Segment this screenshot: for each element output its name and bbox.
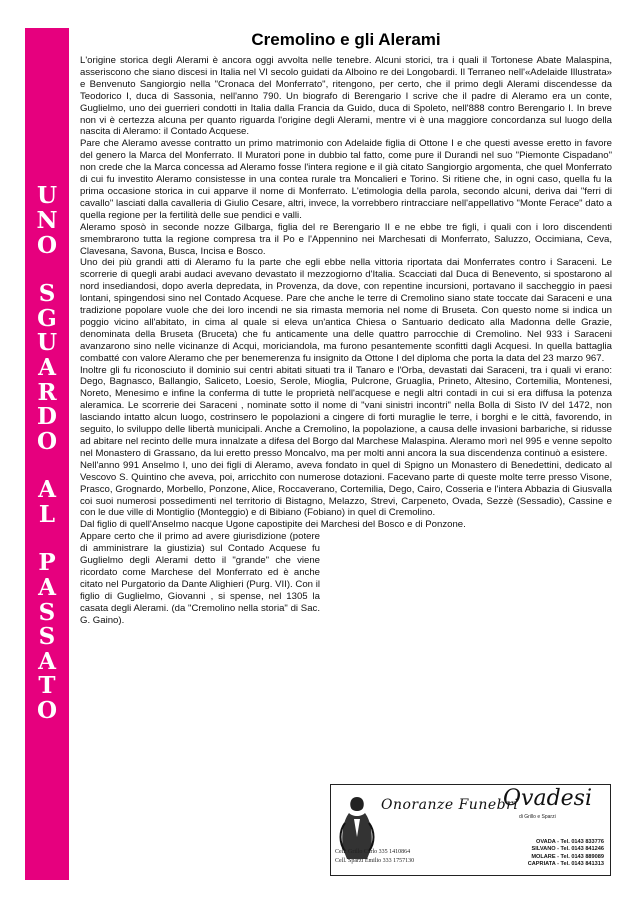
sidebar-word xyxy=(37,282,57,454)
ad-cell-numbers xyxy=(335,848,414,865)
sidebar-letter: A xyxy=(38,476,56,504)
ad-phone-line: OVADA - Tel. 0143 833776 xyxy=(536,839,604,845)
sidebar-vertical-title xyxy=(25,28,69,880)
sidebar-letter: G xyxy=(37,304,57,332)
ad-name: Onoranze Funebri xyxy=(381,797,519,813)
sidebar-word xyxy=(37,551,57,723)
paragraph: L'origine storica degli Alerami è ancora oggi avvolta nelle tenebre. Alcuni storici, tra i quali il Tortonese Abate Malaspina, asseriscono che siano discesi in Italia nel VI secolo guidati da Alboino re dei Longobardi. Il Terraneo nell'«Adelaide Illustrata» e Benvenuto Sangiorgio nella "Cronaca del Monferrato", ritengono, per certo, che il primo degli Alerami discendesse da Teodorico I, duca di Sassonia, nell'anno 790. Un biografo di Berengario I scrive che il padre di Aleramo era un conte, Guglielmo, uno dei guerrieri condotti in Italia dalla Francia da Guido, duca di Spoleto, nell'888 contro Berengario I. In breve non vi è certezza alcuna per quanto riguarda l'origine degli Alerami, mentre vi è una maggiore concordanza sul luogo della nascita di Aleramo: il Contado Acquese. xyxy=(80,55,612,138)
ad-phone-line: CAPRIATA - Tel. 0143 841313 xyxy=(527,861,604,868)
sidebar-letter: O xyxy=(36,231,58,259)
article-title: Cremolino e gli Alerami xyxy=(251,30,441,49)
paragraph: Nell'anno 991 Anselmo I, uno dei figli di Aleramo, aveva fondato in quel di Spigno un Monastero di Benedettini, dedicato al Vescovo S. Quintino che aveva, poi, arricchito con numerose dotazioni. Facevano parte di queste molte terre presso Visone, Prasco, Grognardo, Morbello, Ponzone, Alice, Roccaverano, Cortemilia, Dego, Cairo, Cosseria e l'intera Abbazia di Giusvalla coi suoi numerosi possedimenti nel territorio di Bistagno, Melazzo, Strevi, Carpeneto, Ovada, Sezzè (Sessadio), Cassine e con le due ville di Montiglio (Monteggio) e di Bibiano (Fobiano) in quel di Cremolino. xyxy=(80,459,612,519)
sidebar-letter: S xyxy=(38,598,56,626)
sidebar-word xyxy=(36,184,57,258)
sidebar-letter: T xyxy=(38,672,56,700)
sidebar-letter: O xyxy=(36,697,58,725)
sidebar-letter: P xyxy=(38,549,56,577)
ad-phone-line: SILVANO - Tel. 0143 841246 xyxy=(531,846,604,853)
article-body xyxy=(80,55,612,627)
paragraph: Pare che Aleramo avesse contratto un primo matrimonio con Adelaide figlia di Ottone I e che questi avesse eretto in favore del genero la Marca del Monferrato. Il Muratori pone in dubbio tal fatto, come pure il Durandi nel suo "Piemonte Cispadano" non crede che la Marca concessa ad Aleramo fosse l'intera regione e il già citato Sangiorgio argomenta, che quel Monferrato di cui fu investito Aleramo consistesse in una contea rurale tra Moncalieri e Torino. Si ritiene che, in ogni caso, quella fu la prima occasione storica in cui apparve il nome di Monferrato. L'etimologia della parola, secondo alcuni, deriva dai "ferri di cavallo" lasciati dalla cavalleria di Giulio Cesare, altri, invece, la vorrebbero rintracciare nell'appellativo "Monte Ferace" dato a quella regione per la fertilità delle sue pendici e valli. xyxy=(80,138,612,221)
sidebar-letter: N xyxy=(36,206,58,234)
sidebar-letter: A xyxy=(38,574,56,602)
sidebar-letter: U xyxy=(36,329,58,357)
paragraph-last: Appare certo che il primo ad avere giurisdizione (potere di amministrare la giustizia) sul Contado Acquese fu Guglielmo degli Alerami detto il "grande" che viene ricordato come Marchese del Monferrato ed è anche citato nel Purgatorio da Dante Alighieri (Purg. VII). Con il figlio di Guglielmo, Giovanni , si spense, nel 1305 la casata degli Alerami. (da "Cremolino nella storia" di Sac. G. Gaino). xyxy=(80,531,320,626)
sidebar-letter: O xyxy=(36,427,58,455)
paragraph: Aleramo sposò in seconde nozze Gilbarga, figlia del re Berengario II e ne ebbe tre figli, i quali con i loro discendenti smembrarono tutta la regione compresa tra il Po e l'Appennino nei Marchesati di Monferrato, Saluzzo, Occimiana, Ceva, Clavesana, Savona, Busca, Incisa e Bosco. xyxy=(80,221,612,257)
sidebar-letter: A xyxy=(38,353,56,381)
ad-cell-line: Cell. Grillo Carlo 335 1410864 xyxy=(335,849,411,855)
sidebar-word xyxy=(38,478,56,527)
funeral-ad xyxy=(330,784,611,876)
ad-phone-numbers xyxy=(528,839,604,869)
ad-cell-line: Cell. Sparzi Emilio 333 1757130 xyxy=(335,857,415,864)
sidebar-letter: R xyxy=(37,378,57,406)
paragraph: Dal figlio di quell'Anselmo nacque Ugone capostipite dei Marchesi del Bosco e di Ponzone. xyxy=(80,519,466,531)
paragraph: Inoltre gli fu riconosciuto il dominio sui centri abitati situati tra il Tanaro e l'Orba, devastati dai Saraceni, tra i quali vi erano: Dego, Bagnasco, Ballangio, Saliceto, Loesio, Serole, Mioglia, Pulcrone, Gruaglia, Prineto, Altesino, Cortemilia, Montenesi, Noreto, Menesimo e infine la conferma di tutte le proprietà nell'acquese e negli altri contadi in cui si era diffusa la potenza aleramica. Le scorrerie dei Saraceni , nominate sotto il nome di "vani sinistri incontri" nella Bolla di Sisto IV del 1472, non lasciando intatto alcun luogo, costrinsero le popolazioni a cingere di forti muraglie le terre, i borghi e le città, favorendo, in seguito, lo sviluppo delle libertà municipali. Anche a Cremolino, la popolazione, a causa delle invasioni barbariche, si ridusse ad abitare nel recinto delle mura innalzate a difesa del Borgo dal Marchese Malaspina. Aleramo morì nel 995 e venne sepolto nel Monastero di Grassano, da lui eretto presso Moncalvo, ma per molti anni ancora la sua discendenza continuò a esistere. xyxy=(80,364,612,459)
ad-phone-line: MOLARE - Tel. 0143 889089 xyxy=(531,853,604,860)
sidebar-letter: L xyxy=(38,500,56,528)
paragraph: Uno dei più grandi atti di Aleramo fu la parte che egli ebbe nella vittoria riportata dai Monferrates contro i Saraceni. Le scorrerie di quegli arabi audaci avevano devastato il mezzogiorno d'Italia. Scacciati dal Duca di Benevento, si spostarono al nord insediandosi, dopo averla depredata, in Provenza, da dove, con repentine incursioni, portavano il saccheggio in paesi lontani, spingendosi sino nel Contado Acquese. Pare che anche le terre di Cremolino siano state toccate dai Saraceni e una tradizione popolare vuole che dei loro incendi ne sia rimasta memoria nel nome di Bruseta. Con questo nome si indica un poggio vicino all'abitato, in cima al quale si eleva un'antica Chiesa o Santuario dedicato alla Madonna delle Grazie, denominata della Bruseta (Bruceta) che fu anticamente una delle quattro parrocchie di Cremolino. Nel 933 i Saraceni avanzarono sino nelle vicinanze di Acqui, moriciandola, ma furono pesantemente sconfitti dagli Acquesi. In quella battaglia combatté con valore Aleramo che per benemerenza fu insignito da Ottone I del diploma che porta la data del 23 marzo 967. xyxy=(80,257,612,364)
ad-brand: Ovadesi xyxy=(503,786,593,811)
sidebar-letter: D xyxy=(37,403,57,431)
sidebar-letter: A xyxy=(38,647,56,675)
sidebar-letter: S xyxy=(38,280,56,308)
sidebar-letter: S xyxy=(38,623,56,651)
sidebar-letter: U xyxy=(36,182,58,210)
ad-subtitle: di Grillo e Sparzi xyxy=(519,814,556,820)
